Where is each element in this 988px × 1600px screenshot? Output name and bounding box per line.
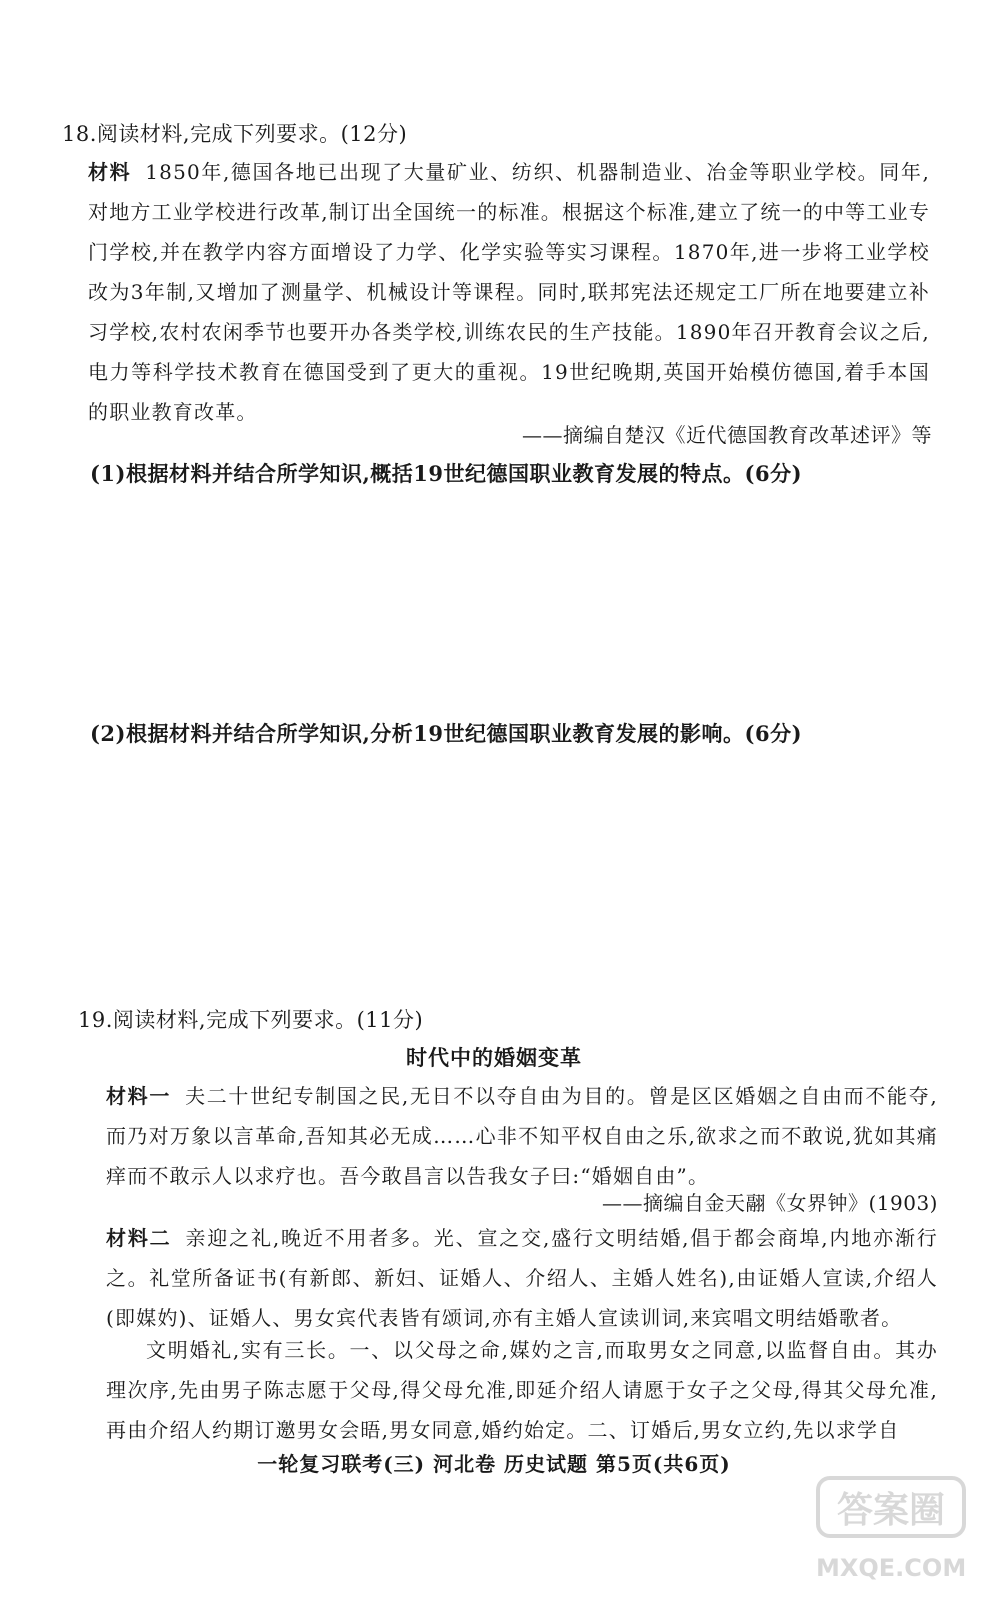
q19-material-2 [106, 1218, 938, 1338]
q18-material [88, 152, 930, 432]
watermark-url: MXQE.COM [816, 1554, 967, 1582]
q18-subquestion-2: (2)根据材料并结合所学知识,分析19世纪德国职业教育发展的影响。(6分) [90, 721, 802, 746]
q19-title: 时代中的婚姻变革 [406, 1045, 582, 1070]
q19-material-1 [106, 1076, 938, 1196]
q18-material-text: 1850年,德国各地已出现了大量矿业、纺织、机器制造业、冶金等职业学校。同年,对地方工业学校进行改革,制订出全国统一的标准。根据这个标准,建立了统一的中等工业专门学校,并在教学内容方面增设了力学、化学实验等实习课程。1870年,进一步将工业学校改为3年制,又增加了测量学、机械设计等课程。同时,联邦宪法还规定工厂所在地要建立补习学校,农村农闲季节也要开办各类学校,训练农民的生产技能。1890年召开教育会议之后,电力等科学技术教育在德国受到了更大的重视。19世纪晚期,英国开始模仿德国,着手本国的职业教育改革。 [88, 160, 930, 424]
q19-heading: 19.阅读材料,完成下列要求。(11分) [78, 1008, 424, 1032]
q18-material-label: 材料 [88, 160, 132, 184]
watermark-logo [816, 1468, 966, 1586]
q19-material-2-text: 亲迎之礼,晚近不用者多。光、宣之交,盛行文明结婚,倡于都会商埠,内地亦渐行之。礼堂所备证书(有新郎、新妇、证婚人、介绍人、主婚人姓名),由证婚人宣读,介绍人(即媒妁)、证婚人、男女宾代表皆有颂词,亦有主婚人宣读训词,来宾唱文明结婚歌者。 [106, 1226, 938, 1330]
q19-material-2-paragraph-2: 文明婚礼,实有三长。一、以父母之命,媒妁之言,而取男女之同意,以监督自由。其办理次序,先由男子陈志愿于父母,得父母允准,即延介绍人请愿于女子之父母,得其父母允准,再由介绍人约期订邀男女会晤,男女同意,婚约始定。二、订婚后,男女立约,先以求学自 [106, 1338, 938, 1442]
q19-material-2-label: 材料二 [106, 1226, 172, 1250]
q19-material-1-label: 材料一 [106, 1084, 172, 1108]
page-footer: 一轮复习联考(三) 河北卷 历史试题 第5页(共6页) [257, 1452, 731, 1476]
q18-source: ——摘编自楚汉《近代德国教育改革述评》等 [522, 423, 932, 447]
watermark-title: 答案圈 [816, 1476, 966, 1538]
q19-material-1-source: ——摘编自金天翮《女界钟》(1903) [601, 1191, 938, 1215]
q19-material-1-text: 夫二十世纪专制国之民,无日不以夺自由为目的。曾是区区婚姻之自由而不能夺,而乃对万象以言革命,吾知其必无成……心非不知平权自由之乐,欲求之而不敢说,犹如其痛痒而不敢示人以求疗也。吾今敢昌言以告我女子曰:“婚姻自由”。 [106, 1084, 938, 1188]
q18-subquestion-1: (1)根据材料并结合所学知识,概括19世纪德国职业教育发展的特点。(6分) [90, 461, 802, 486]
q18-heading: 18.阅读材料,完成下列要求。(12分) [62, 122, 408, 146]
